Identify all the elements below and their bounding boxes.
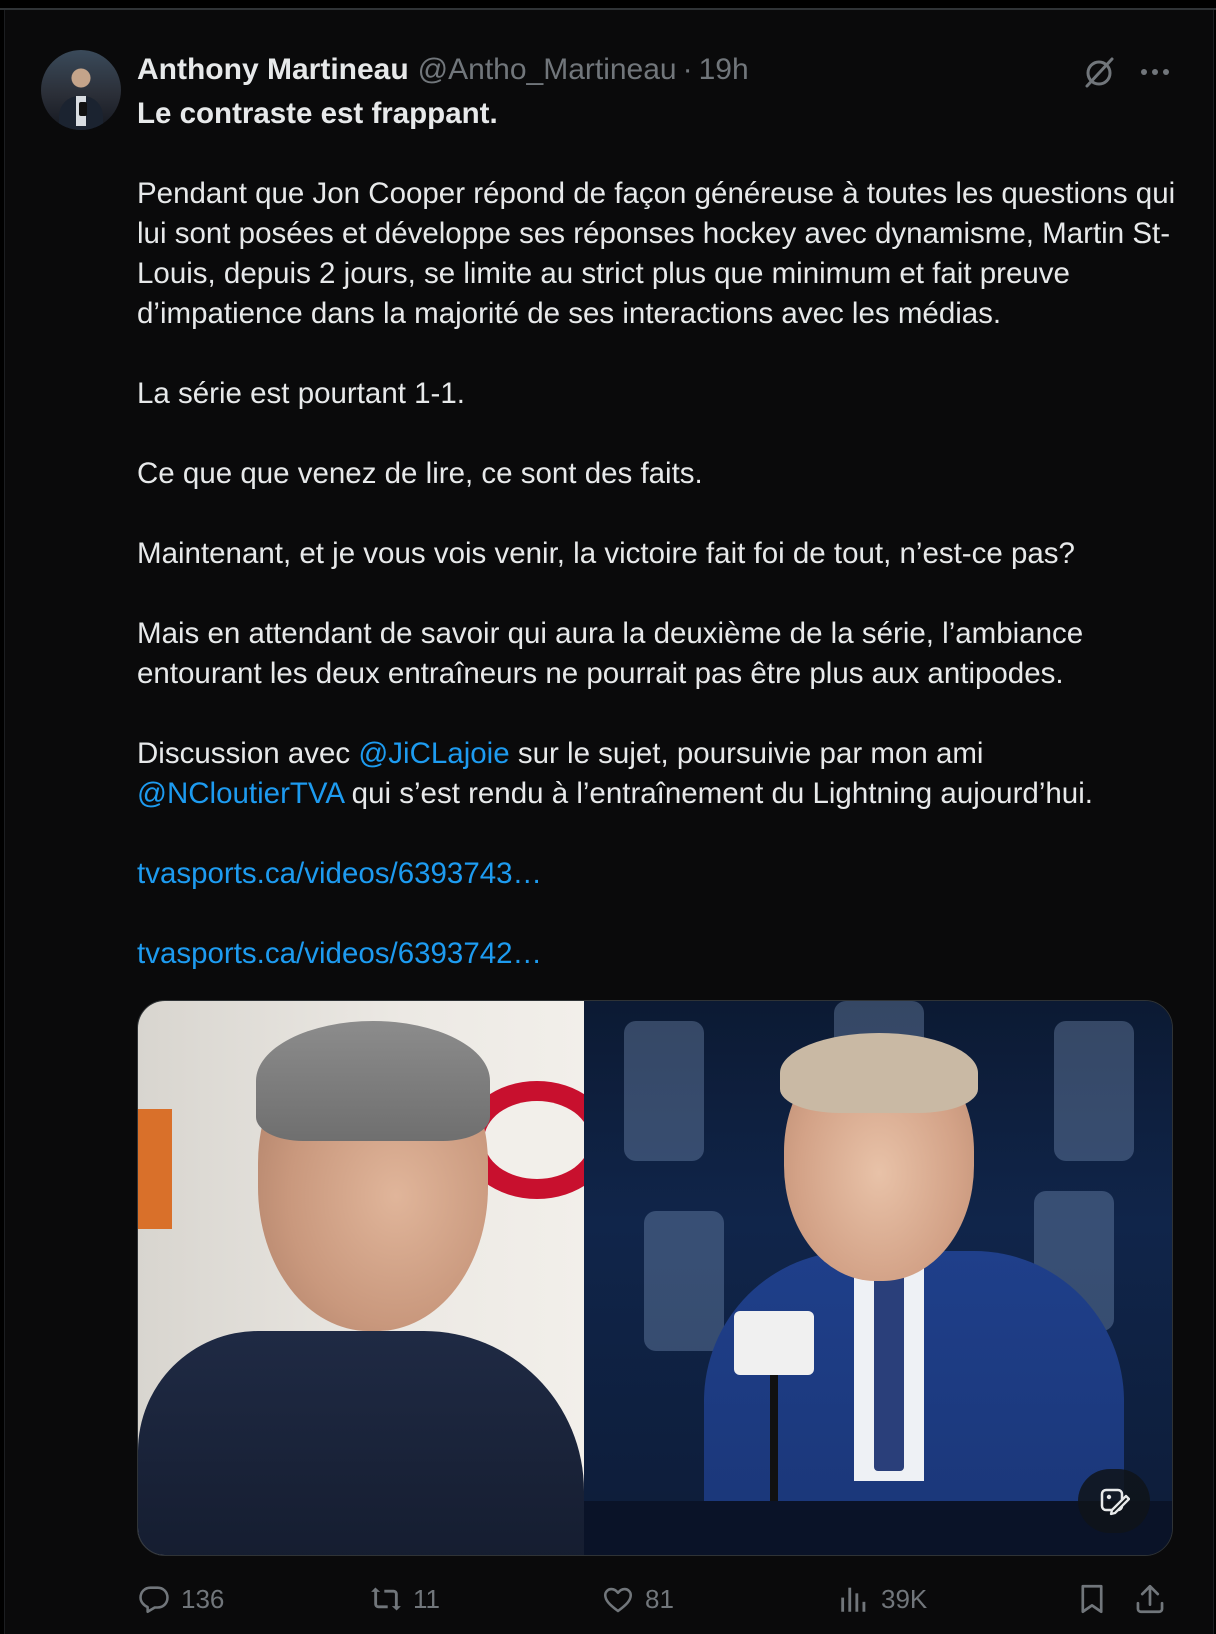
- like-button[interactable]: [601, 1576, 674, 1622]
- video-link-1[interactable]: tvasports.ca/videos/6393743…: [137, 857, 543, 890]
- post-timestamp[interactable]: 19h: [698, 53, 749, 86]
- views-icon: [837, 1582, 871, 1616]
- post-paragraph-4: Maintenant, et je vous vois venir, la victoire fait foi de tout, n’est-ce pas?: [137, 537, 1075, 570]
- repost-button[interactable]: [369, 1576, 440, 1622]
- header-separator: ·: [682, 53, 693, 86]
- post-paragraph-2: La série est pourtant 1-1.: [137, 377, 465, 410]
- photo-coach-left: [138, 1001, 584, 1555]
- more-icon[interactable]: [1135, 54, 1175, 90]
- repost-count: 11: [413, 1583, 440, 1614]
- author-display-name[interactable]: Anthony Martineau: [137, 53, 409, 86]
- post-paragraph-5: Mais en attendant de savoir qui aura la deuxième de la série, l’ambiance entourant les deux entraîneurs ne pourrait pas être plus aux antipodes.: [137, 617, 1084, 690]
- reply-button[interactable]: [137, 1576, 224, 1622]
- post-paragraph-1: Pendant que Jon Cooper répond de façon généreuse à toutes les questions qui lui sont posées et développe ses réponses hockey avec dynamisme, Martin St-Louis, depuis 2 jours, se limite au strict plus que minimum et fait preuve d’impatience dans la majorité de ses interactions avec les médias.: [137, 177, 1176, 330]
- paragraph-6-end: qui s’est rendu à l’entraînement du Lightning aujourd’hui.: [343, 777, 1093, 810]
- mention-ncloutiertva[interactable]: @NCloutierTVA: [137, 777, 344, 810]
- views-button[interactable]: [837, 1576, 927, 1622]
- avatar[interactable]: [41, 50, 121, 130]
- paragraph-6-middle: sur le sujet, poursuivie par mon ami: [509, 737, 984, 770]
- post-card[interactable]: [4, 10, 1214, 1634]
- views-count: 39K: [881, 1583, 928, 1614]
- like-icon: [601, 1582, 635, 1616]
- edit-image-icon[interactable]: [1078, 1469, 1150, 1533]
- video-link-2[interactable]: tvasports.ca/videos/6393742…: [137, 937, 543, 970]
- post-text: [137, 94, 1177, 974]
- post-lead: Le contraste est frappant.: [137, 97, 498, 130]
- bookmark-button[interactable]: [1075, 1576, 1109, 1622]
- post-header: [137, 52, 749, 88]
- bookmark-icon: [1075, 1582, 1109, 1616]
- post-paragraph-6: [137, 734, 1177, 814]
- share-button[interactable]: [1133, 1576, 1167, 1622]
- post-image[interactable]: [137, 1000, 1173, 1556]
- paragraph-6-start: Discussion avec: [137, 737, 359, 770]
- action-bar: [137, 1576, 1177, 1622]
- reply-count: 136: [181, 1583, 225, 1614]
- post-paragraph-3: Ce que que venez de lire, ce sont des faits.: [137, 457, 703, 490]
- share-icon: [1133, 1582, 1167, 1616]
- photo-coach-right: [584, 1001, 1172, 1555]
- author-handle[interactable]: @Antho_Martineau: [417, 53, 677, 86]
- reply-icon: [137, 1582, 171, 1616]
- mention-jiclajoie[interactable]: @JiCLajoie: [358, 737, 510, 770]
- microphone: [734, 1311, 814, 1375]
- grok-icon[interactable]: [1081, 54, 1117, 90]
- avatar-microphone: [79, 102, 87, 116]
- repost-icon: [369, 1582, 403, 1616]
- like-count: 81: [645, 1583, 674, 1614]
